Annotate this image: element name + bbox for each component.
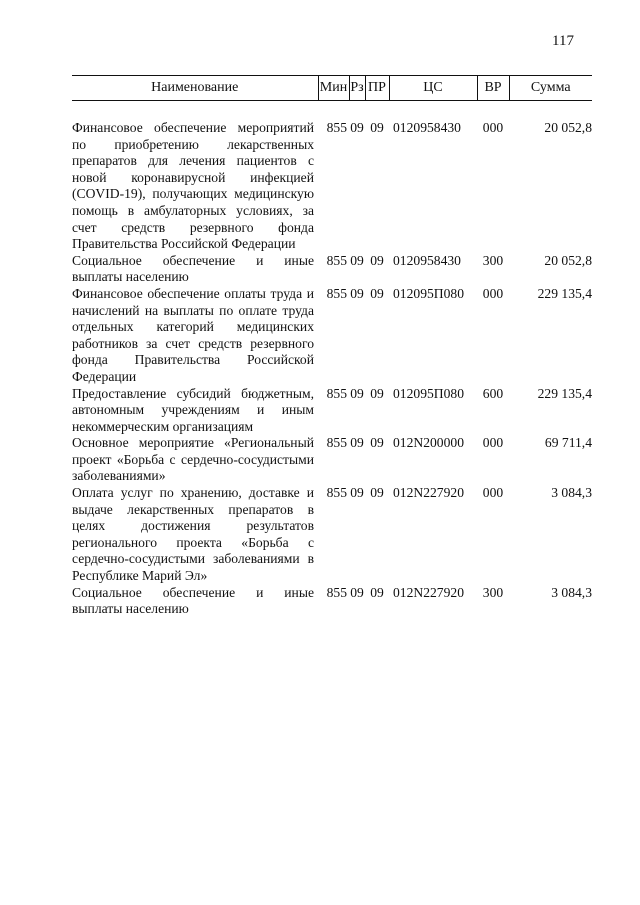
row-vr: 600 — [482, 385, 504, 401]
row-sum: 3 084,3 — [551, 485, 592, 501]
row-sum: 229 135,4 — [537, 385, 592, 401]
row-sum: 3 084,3 — [551, 584, 592, 600]
table-row — [72, 120, 592, 253]
row-cs: 012N227920 — [393, 485, 464, 501]
row-cs: 012N200000 — [393, 435, 464, 451]
row-name: Финансовое обеспечение мероприятий по приобретению лекарственных препаратов для лечения пациентов с новой коронавирусной инфекцией (COVID-19), получающих медицинскую помощь в амбулаторных условиях, за счет средств резервного фонда Правительства Российской Федерации — [72, 120, 314, 252]
row-pr: 09 — [370, 485, 384, 501]
row-pr: 09 — [370, 285, 384, 301]
header-name: Наименование — [72, 76, 318, 101]
row-sum: 69 711,4 — [544, 435, 592, 451]
row-min: 855 — [326, 285, 347, 301]
row-name: Предоставление субсидий бюджетным, автономным учреждениям и иным некоммерческим организациям — [72, 385, 314, 434]
row-rz: 09 — [350, 485, 364, 501]
row-min: 855 — [326, 385, 347, 401]
table-header-row — [72, 76, 592, 101]
row-cs: 0120958430 — [393, 120, 461, 135]
row-name: Основное мероприятие «Региональный проект «Борьба с сердечно-сосудистыми заболеваниями» — [72, 435, 314, 484]
row-name: Оплата услуг по хранению, доставке и выдаче лекарственных препаратов в целях достижения результатов регионального проекта «Борьба с сердечно-сосудистыми заболеваниями в Республике Марий Эл» — [72, 485, 314, 584]
row-cs: 012095П080 — [393, 385, 464, 401]
table-row — [72, 253, 592, 286]
row-rz: 09 — [350, 285, 364, 301]
row-cs: 012N227920 — [393, 584, 464, 600]
row-rz: 09 — [350, 435, 364, 451]
row-rz: 09 — [350, 584, 364, 600]
row-sum: 20 052,8 — [544, 252, 592, 268]
row-vr: 000 — [482, 485, 504, 501]
row-pr: 09 — [370, 584, 384, 600]
table-row — [72, 585, 592, 618]
row-min: 855 — [326, 584, 347, 600]
table-row — [72, 286, 592, 386]
header-pr: ПР — [365, 76, 389, 101]
row-rz: 09 — [350, 385, 364, 401]
row-sum: 20 052,8 — [544, 120, 592, 135]
header-cs: ЦС — [389, 76, 477, 101]
row-min: 855 — [326, 252, 347, 268]
row-pr: 09 — [370, 385, 384, 401]
row-vr: 000 — [482, 285, 504, 301]
table-row — [72, 435, 592, 485]
row-min: 855 — [326, 485, 347, 501]
row-sum: 229 135,4 — [537, 285, 592, 301]
row-vr: 000 — [482, 120, 504, 135]
row-cs: 0120958430 — [393, 252, 461, 268]
row-pr: 09 — [370, 252, 384, 268]
budget-table — [72, 75, 592, 618]
row-vr: 000 — [482, 435, 504, 451]
page-number: 117 — [552, 33, 574, 49]
row-name: Финансовое обеспечение оплаты труда и начислений на выплаты по оплате труда отдельных категорий медицинских работников за счет средств резервного фонда Правительства Российской Федерации — [72, 285, 314, 384]
row-rz: 09 — [350, 252, 364, 268]
table-row — [72, 386, 592, 436]
row-pr: 09 — [370, 435, 384, 451]
table-row — [72, 485, 592, 585]
row-rz: 09 — [350, 120, 364, 135]
header-rz: Рз — [349, 76, 365, 101]
header-vr: ВР — [477, 76, 509, 101]
row-name: Социальное обеспечение и иные выплаты населению — [72, 584, 314, 617]
row-vr: 300 — [482, 584, 504, 600]
spacer-row — [72, 101, 592, 121]
row-min: 855 — [326, 435, 347, 451]
header-min: Мин — [318, 76, 349, 101]
row-min: 855 — [326, 120, 347, 135]
row-name: Социальное обеспечение и иные выплаты населению — [72, 252, 314, 285]
row-vr: 300 — [482, 252, 504, 268]
row-cs: 012095П080 — [393, 285, 464, 301]
row-pr: 09 — [370, 120, 384, 135]
header-sum: Сумма — [509, 76, 592, 101]
